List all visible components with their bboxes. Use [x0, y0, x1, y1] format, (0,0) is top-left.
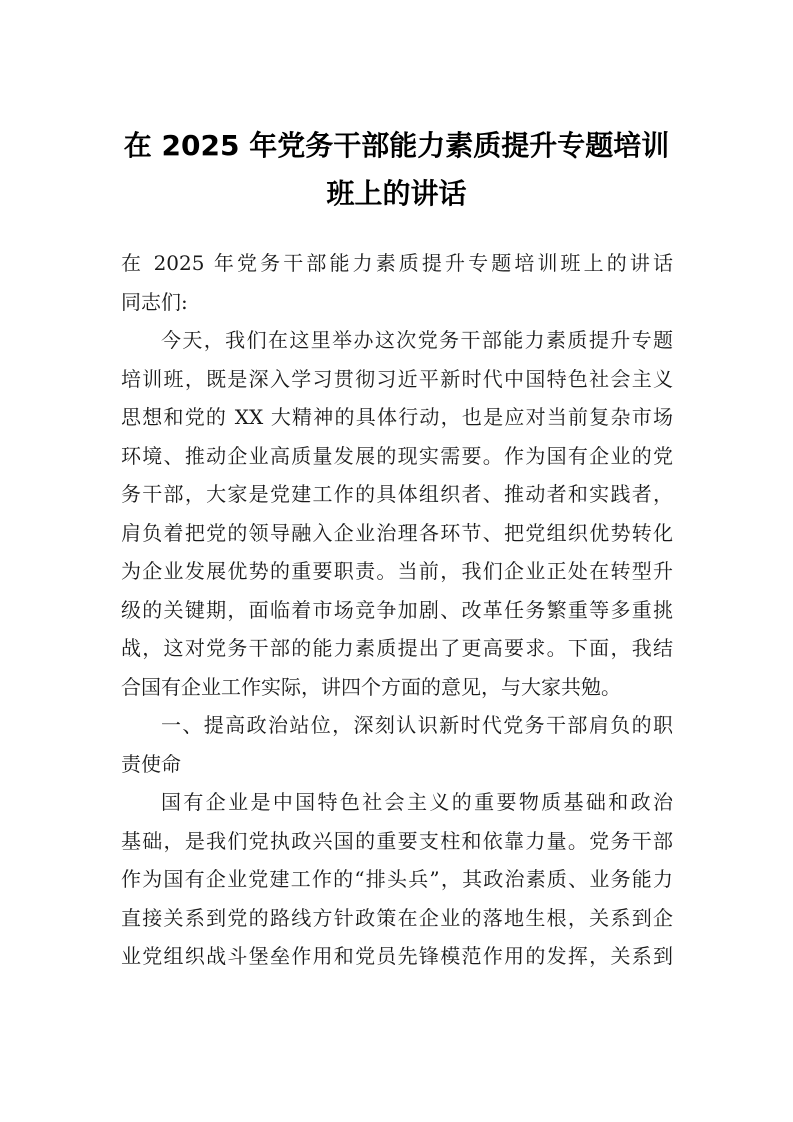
body-line: 一、提高政治站位，深刻认识新时代党务干部肩负的职: [161, 713, 673, 737]
body-line: 基础，是我们党执政兴国的重要支柱和依靠力量。党务干部: [121, 828, 673, 853]
body-line: 务干部，大家是党建工作的具体组织者、推动者和实践者，: [121, 482, 673, 506]
body-line: 责使命: [121, 751, 181, 776]
body-line: 为企业发展优势的重要职责。当前，我们企业正处在转型升: [121, 559, 673, 583]
document-title-line-2: 班上的讲话: [326, 177, 467, 210]
body-line: 环境、推动企业高质量发展的现实需要。作为国有企业的党: [121, 443, 673, 468]
body-line: 国有企业是中国特色社会主义的重要物质基础和政治: [161, 790, 673, 814]
body-line: 今天，我们在这里举办这次党务干部能力素质提升专题: [161, 328, 673, 352]
body-line: 思想和党的 XX 大精神的具体行动，也是应对当前复杂市场: [121, 405, 673, 429]
body-line: 业党组织战斗堡垒作用和党员先锋模范作用的发挥，关系到: [121, 944, 673, 968]
body-line: 培训班，既是深入学习贯彻习近平新时代中国特色社会主义: [121, 366, 673, 391]
body-line: 作为国有企业党建工作的“排头兵”，其政治素质、业务能力: [121, 867, 673, 891]
body-line: 肩负着把党的领导融入企业治理各环节、把党组织优势转化: [121, 520, 673, 545]
document-title-line-1: 在 2025 年党务干部能力素质提升专题培训: [123, 129, 670, 162]
body-line: 在 2025 年党务干部能力素质提升专题培训班上的讲话: [121, 251, 673, 275]
body-line: 合国有企业工作实际，讲四个方面的意见，与大家共勉。: [121, 674, 621, 699]
body-line: 同志们:: [121, 289, 188, 314]
document-body: [121, 244, 673, 976]
body-line: 直接关系到党的路线方针政策在企业的落地生根，关系到企: [121, 905, 673, 930]
body-line: 级的关键期，面临着市场竞争加剧、改革任务繁重等多重挑: [121, 597, 673, 622]
body-line: 战，这对党务干部的能力素质提出了更高要求。下面，我结: [121, 636, 673, 660]
